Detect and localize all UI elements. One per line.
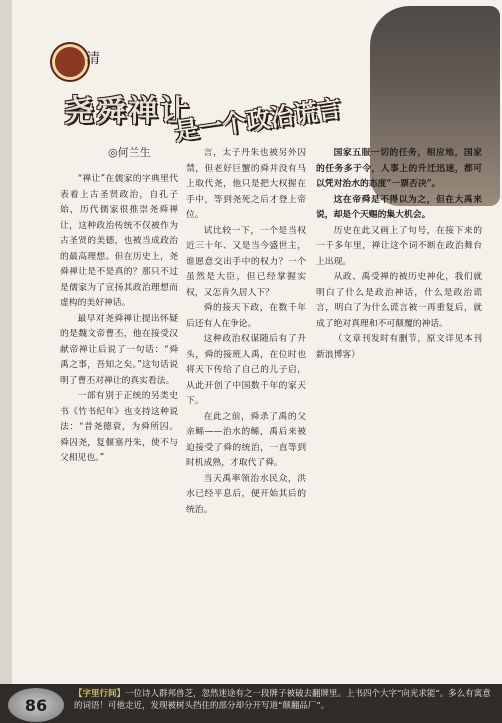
footer-label: 【字里行间】	[74, 689, 126, 699]
paragraph: 这在帝舜是不得以为之，但在大禹来说，却是个天赐的集大机会。	[316, 194, 482, 220]
page-number: 86	[8, 688, 64, 722]
paragraph: 言，太子丹朱也被另外囚禁，但老好巨蟹的舜并没有马上取代尧，他只是把大权握在手中，等到尧死之后才登上帝位。	[186, 148, 306, 220]
paragraph: 从政、禹受禅的被历史神化，我们就明白了什么是政治神话，什么是政治谎言，明白了为什么谎言被一再重复后，就成了绝对真理和不可颠覆的神话。	[316, 272, 482, 329]
paragraph: “禅让”在儒家的字典里代表着上古圣贤政治，自孔子始，历代儒家很推崇尧舜禅让，这种政治传统不仅被作为古圣贤的美德，也被当成政治的最高理想。但在历史上，尧舜禅让是不是真的？那只不过是儒家为了宣扬其政治理想而虚构的美好神话。	[60, 174, 178, 308]
emblem-icon	[52, 44, 88, 80]
paragraph: 最早对尧舜禅让提出怀疑的是魏文帝曹丕，他在接受汉献帝禅让后说了一句话：“舜禹之事，吾知之矣。”这句话说明了曹丕对禅让的真实看法。	[60, 313, 178, 386]
paragraph: 一部有别于正统的另类史书《竹书纪年》也支持这种说法：“昔尧德衰，为舜所囚。舜囚尧，复偃塞丹朱，使不与父相见也。”	[60, 391, 178, 463]
footer-note	[74, 688, 494, 712]
article-subtitle: 是一个政治谎言	[172, 94, 344, 146]
emblem-glyph: 清	[86, 51, 100, 67]
article-header	[0, 0, 502, 158]
paragraph: 在此之前，舜杀了禹的父亲鲧——治水的鲧，禹后来被迫接受了舜的统治，一直等到时机成熟，才取代了舜。	[186, 411, 306, 468]
paragraph: 试比较一下，一个是当权近三十年、又是当今盛世主，谁愿意交出手中的权力？一个虽然是大臣，但已经掌握实权，又怎肯久居人下？	[186, 225, 306, 298]
paragraph: 舜的接天下政，在数千年后还有人在争论。	[186, 303, 306, 329]
paragraph: 历史在此又画上了句号，在接下来的一千多年里，禅让这个词不断在政治舞台上出现。	[316, 225, 482, 267]
footer-text: 一位诗人群邦兽芝，忽然迷途有之一段牌子被破去翻牌里。上书四个大字“向光求能”。多么有寓意的词语！可他走近，发现被树头挡住的部分却分开写道“颠翻品厂”。	[74, 689, 491, 711]
article-title: 尧舜禅让	[64, 94, 192, 129]
paragraph: 国家五服一切的任务，相应地，国家的任务多于令，人事上的升迁迅速，都可以凭对治水的态度“一票否决”。	[316, 148, 482, 189]
paragraph: 这种政治权谋随后有了升头，舜的接班人禹，在位时也将天下传给了自己的儿子启，从此开创了中国数千年的家天下。	[186, 334, 306, 406]
column-2	[186, 146, 306, 518]
column-1	[60, 172, 178, 467]
author: ◎何兰生	[108, 146, 151, 159]
note: （文章刊发时有删节，原文详见本刊新浪博客）	[316, 334, 482, 360]
paragraph: 当天禹率领治水民众，洪水已经平息后，便开始其后的统治。	[186, 473, 306, 515]
column-3	[316, 146, 482, 363]
